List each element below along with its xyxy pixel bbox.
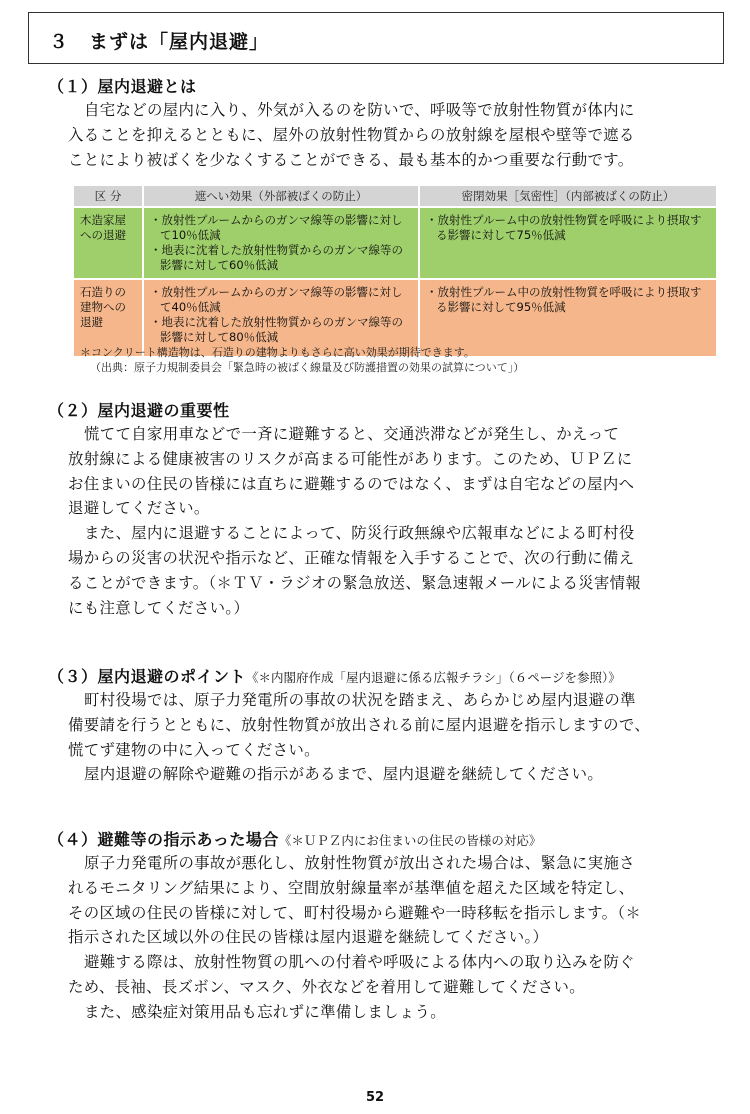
category-text: 石造りの bbox=[80, 285, 126, 299]
sealing-cell bbox=[419, 207, 717, 279]
heading-sub2: （２）屋内退避の重要性 bbox=[48, 401, 230, 420]
heading-sub1: （１）屋内退避とは bbox=[48, 77, 197, 96]
text-line: また、感染症対策用品も忘れずに準備しましょう。 bbox=[84, 1002, 447, 1021]
heading-sub4 bbox=[48, 827, 541, 850]
text-line: 指示された区域以外の住民の皆様は屋内退避を継続してください。） bbox=[68, 928, 549, 947]
table-source: （出典：原子力規制委員会「緊急時の被ばく線量及び防護措置の効果の試算について」） bbox=[90, 361, 525, 374]
text-line: 避難する際は、放射性物質の肌への付着や呼吸による体内への取り込みを防ぐ bbox=[84, 953, 635, 972]
text-line: 退避してください。 bbox=[68, 499, 210, 518]
text-line: 自宅などの屋内に入り、外気が入るのを防いで、呼吸等で放射性物質が体内に bbox=[84, 101, 635, 119]
table-header-row bbox=[74, 186, 717, 207]
text-line: 場からの災害の状況や指示など、正確な情報を入手することで、次の行動に備え bbox=[68, 548, 635, 567]
table-footnote: ＊コンクリート構造物は、石造りの建物よりもさらに高い効果が期待できます。 bbox=[80, 346, 475, 359]
table-row-wooden bbox=[74, 207, 717, 279]
category-text: 木造家屋 bbox=[80, 213, 126, 227]
text-line: 屋内退避の解除や避難の指示があるまで、屋内退避を継続してください。 bbox=[84, 765, 604, 784]
category-text: 退避 bbox=[80, 315, 103, 329]
paragraph-sub3 bbox=[68, 688, 720, 787]
paragraph-sub2 bbox=[68, 422, 720, 620]
heading-sub3-note: 《＊内閣府作成「屋内退避に係る広報チラシ」（６ページを参照）》 bbox=[246, 670, 621, 685]
table-header-cell: 密閉効果［気密性］（内部被ばくの防止） bbox=[419, 186, 717, 207]
text-line: にも注意してください。） bbox=[68, 598, 250, 617]
category-text: への退避 bbox=[80, 228, 126, 242]
table-row-stone bbox=[74, 279, 717, 356]
table-header-cell: 遮へい効果（外部被ばくの防止） bbox=[143, 186, 419, 207]
text-line: 備要請を行うとともに、放射性物質が放出される前に屋内退避を指示しますので、 bbox=[68, 715, 651, 734]
section-title: ３ まずは「屋内退避」 bbox=[49, 31, 270, 53]
category-cell bbox=[74, 279, 143, 356]
text-line: れるモニタリング結果により、空間放射線量率が基準値を超えた区域を特定し、 bbox=[68, 878, 635, 897]
shielding-item: ・放射性プルームからのガンマ線等の影響に対して10％低減 bbox=[150, 213, 403, 242]
sealing-item: ・放射性プルーム中の放射性物質を呼吸により摂取する影響に対して75％低減 bbox=[426, 213, 702, 242]
page-number: 52 bbox=[365, 1090, 385, 1105]
heading-sub4-note: 《＊ＵＰＺ内にお住まいの住民の皆様の対応》 bbox=[278, 833, 542, 848]
text-line: 入ることを抑えるとともに、屋外の放射性物質からの放射線を屋根や壁等で遮る bbox=[68, 125, 635, 144]
text-line: ため、長袖、長ズボン、マスク、外衣などを着用して避難してください。 bbox=[68, 977, 585, 996]
text-line: その区域の住民の皆様に対して、町村役場から避難や一時移転を指示します。（＊ bbox=[68, 903, 642, 922]
paragraph-sub4 bbox=[68, 851, 720, 1025]
category-cell bbox=[74, 207, 143, 279]
text-line: また、屋内に退避することによって、防災行政無線や広報車などによる町村役 bbox=[84, 524, 635, 543]
sealing-item: ・放射性プルーム中の放射性物質を呼吸により摂取する影響に対して95％低減 bbox=[426, 285, 702, 314]
shelter-effect-table bbox=[74, 186, 718, 356]
heading-sub3 bbox=[48, 664, 621, 687]
table-header-cell: 区 分 bbox=[74, 186, 143, 207]
text-line: 慌てず建物の中に入ってください。 bbox=[68, 740, 320, 759]
text-line: 放射線による健康被害のリスクが高まる可能性があります。このため、ＵＰＺに bbox=[68, 449, 633, 468]
paragraph-sub1 bbox=[68, 98, 720, 172]
text-line: 原子力発電所の事故が悪化し、放射性物質が放出された場合は、緊急に実施さ bbox=[84, 854, 635, 872]
category-text: 建物への bbox=[80, 300, 126, 314]
shielding-cell bbox=[143, 207, 419, 279]
heading-sub3-text: （３）屋内退避のポイント bbox=[48, 667, 247, 686]
shielding-cell bbox=[143, 279, 419, 356]
text-line: 町村役場では、原子力発電所の事故の状況を踏まえ、あらかじめ屋内退避の準 bbox=[84, 691, 636, 709]
shielding-item: ・地表に沈着した放射性物質からのガンマ線等の影響に対して80％低減 bbox=[150, 315, 403, 344]
text-line: ことにより被ばくを少なくすることができる、最も基本的かつ重要な行動です。 bbox=[68, 150, 634, 169]
section-title-box bbox=[28, 12, 724, 64]
sealing-cell bbox=[419, 279, 717, 356]
heading-sub4-text: （４）避難等の指示あった場合 bbox=[48, 830, 279, 849]
shielding-item: ・地表に沈着した放射性物質からのガンマ線等の影響に対して60％低減 bbox=[150, 243, 403, 272]
text-line: 慌てて自家用車などで一斉に避難すると、交通渋滞などが発生し、かえって bbox=[84, 425, 620, 443]
shielding-item: ・放射性プルームからのガンマ線等の影響に対して40％低減 bbox=[150, 285, 403, 314]
text-line: ることができます。（＊ＴＶ・ラジオの緊急放送、緊急速報メールによる災害情報 bbox=[68, 573, 642, 592]
text-line: お住まいの住民の皆様には直ちに避難するのではなく、まずは自宅などの屋内へ bbox=[68, 474, 635, 493]
